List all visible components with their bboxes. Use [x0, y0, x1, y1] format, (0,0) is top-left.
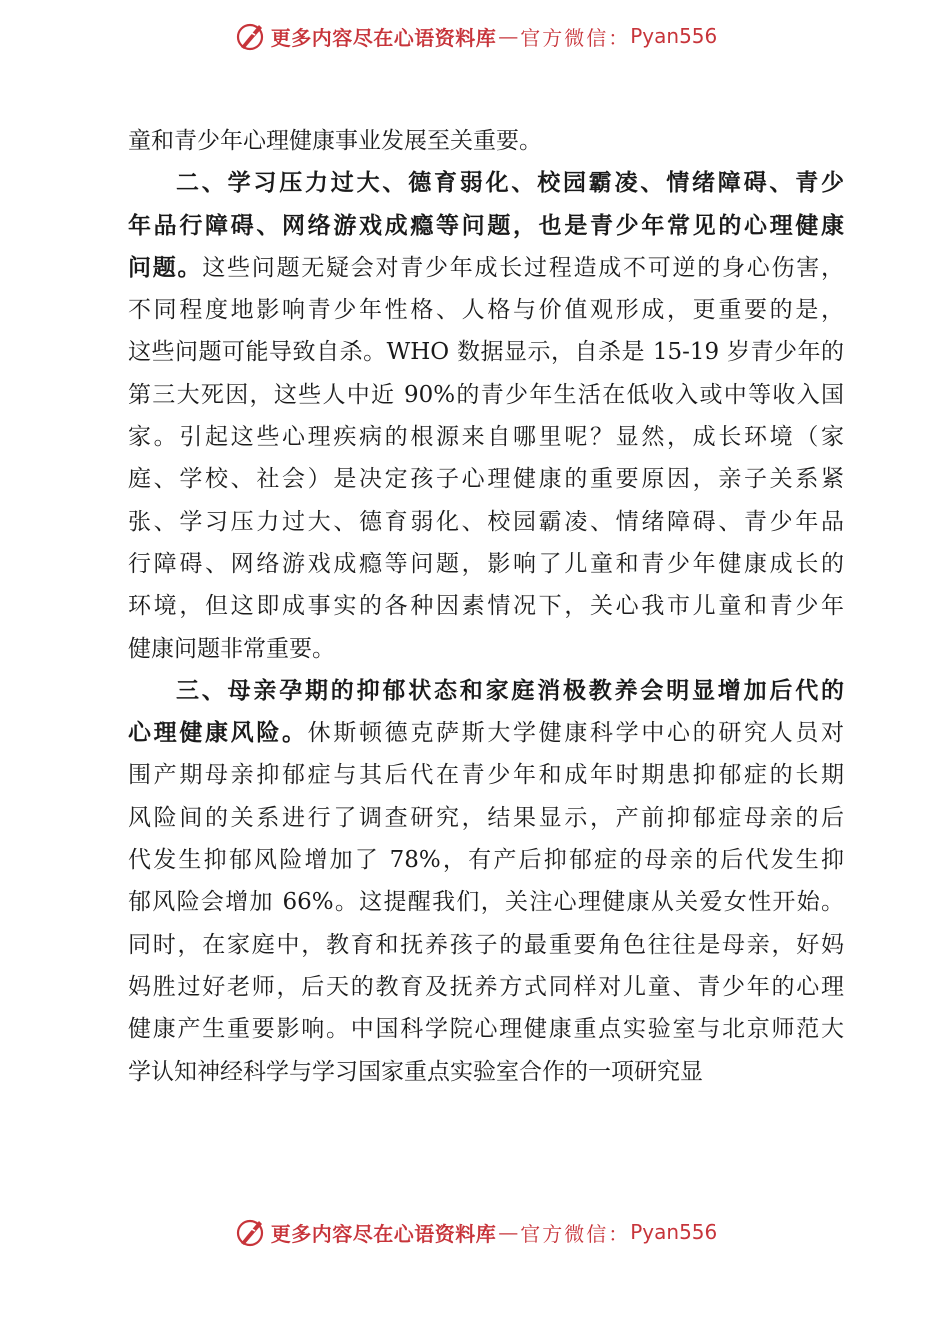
header-wechat-label: 官方微信：: [520, 25, 631, 50]
footer-wechat-id: Pyan556: [630, 1220, 718, 1244]
paragraph-2-heading-text: 二、学习压力过大、德育弱化、校园霸凌、情绪障碍、青少: [176, 170, 844, 197]
footer-dash: —: [498, 1220, 519, 1244]
paragraph-2-line: 庭、学校、社会）是决定孩子心理健康的重要原因，亲子关系紧: [128, 466, 844, 493]
paragraph-2-line: 家。引起这些心理疾病的根源来自哪里呢？显然，成长环境（家: [128, 424, 844, 451]
footer-title: 更多内容尽在心语资料库: [270, 1221, 497, 1246]
paragraph-2-line: 环境，但这即成事实的各种因素情况下，关心我市儿童和青少年: [128, 593, 844, 620]
paragraph-2-line: [128, 247, 844, 289]
paragraph-3-line: 郁风险会增加 66%。这提醒我们，关注心理健康从关爱女性开始。: [128, 889, 844, 916]
header-title: 更多内容尽在心语资料库: [270, 25, 497, 50]
paragraph-2-line: 张、学习压力过大、德育弱化、校园霸凌、情绪障碍、青少年品: [128, 508, 844, 535]
header-watermark: [0, 16, 950, 56]
paragraph-3-line: 学认知神经科学与学习国家重点实验室合作的一项研究显: [128, 1058, 703, 1085]
paragraph-2-heading-text: 问题。: [128, 254, 203, 281]
paragraph-2-line: 行障碍、网络游戏成瘾等问题，影响了儿童和青少年健康成长的: [128, 550, 844, 577]
paragraph-3-heading-line: [128, 670, 844, 712]
paragraph-3-text: 休斯顿德克萨斯大学健康科学中心的研究人员对: [307, 720, 845, 747]
paragraph-3-line: 健康产生重要影响。中国科学院心理健康重点实验室与北京师范大: [128, 1016, 844, 1043]
paragraph-2-line: 健康问题非常重要。: [128, 635, 335, 662]
paragraph-1-line: 童和青少年心理健康事业发展至关重要。: [128, 128, 542, 154]
paragraph-3-heading-text: 三、母亲孕期的抑郁状态和家庭消极教养会明显增加后代的: [176, 677, 844, 704]
paragraph-3-line: 风险间的关系进行了调查研究，结果显示，产前抑郁症母亲的后: [128, 804, 844, 831]
footer-wechat-label: 官方微信：: [520, 1221, 631, 1246]
pen-logo-icon: [233, 1215, 267, 1249]
paragraph-2-heading-line: [128, 162, 844, 204]
footer-watermark: [0, 1212, 950, 1252]
paragraph-2-heading-line: [128, 205, 844, 247]
paragraph-2-line: 这些问题可能导致自杀。WHO 数据显示，自杀是 15-19 岁青少年的: [128, 339, 844, 366]
pen-logo-icon: [233, 19, 267, 53]
paragraph-2-line: 不同程度地影响青少年性格、人格与价值观形成，更重要的是，: [128, 297, 844, 324]
paragraph-3-line: [128, 712, 844, 754]
paragraph-2-text: 这些问题无疑会对青少年成长过程造成不可逆的身心伤害，: [202, 254, 844, 281]
paragraph-3-line: 同时，在家庭中，教育和抚养孩子的最重要角色往往是母亲，好妈: [128, 931, 844, 958]
header-wechat-id: Pyan556: [630, 24, 718, 48]
header-dash: —: [498, 24, 519, 48]
paragraph-2-line: 第三大死因，这些人中近 90%的青少年生活在低收入或中等收入国: [128, 381, 844, 408]
paragraph-3-line: 围产期母亲抑郁症与其后代在青少年和成年时期患抑郁症的长期: [128, 762, 844, 789]
paragraph-3-line: 妈胜过好老师，后天的教育及抚养方式同样对儿童、青少年的心理: [128, 973, 844, 1000]
paragraph-3-line: 代发生抑郁风险增加了 78%，有产后抑郁症的母亲的后代发生抑: [128, 847, 844, 874]
paragraph-2-heading-text: 年品行障碍、网络游戏成瘾等问题，也是青少年常见的心理健康: [128, 212, 844, 239]
document-body: [128, 120, 844, 1093]
paragraph-3-heading-text: 心理健康风险。: [128, 720, 308, 747]
